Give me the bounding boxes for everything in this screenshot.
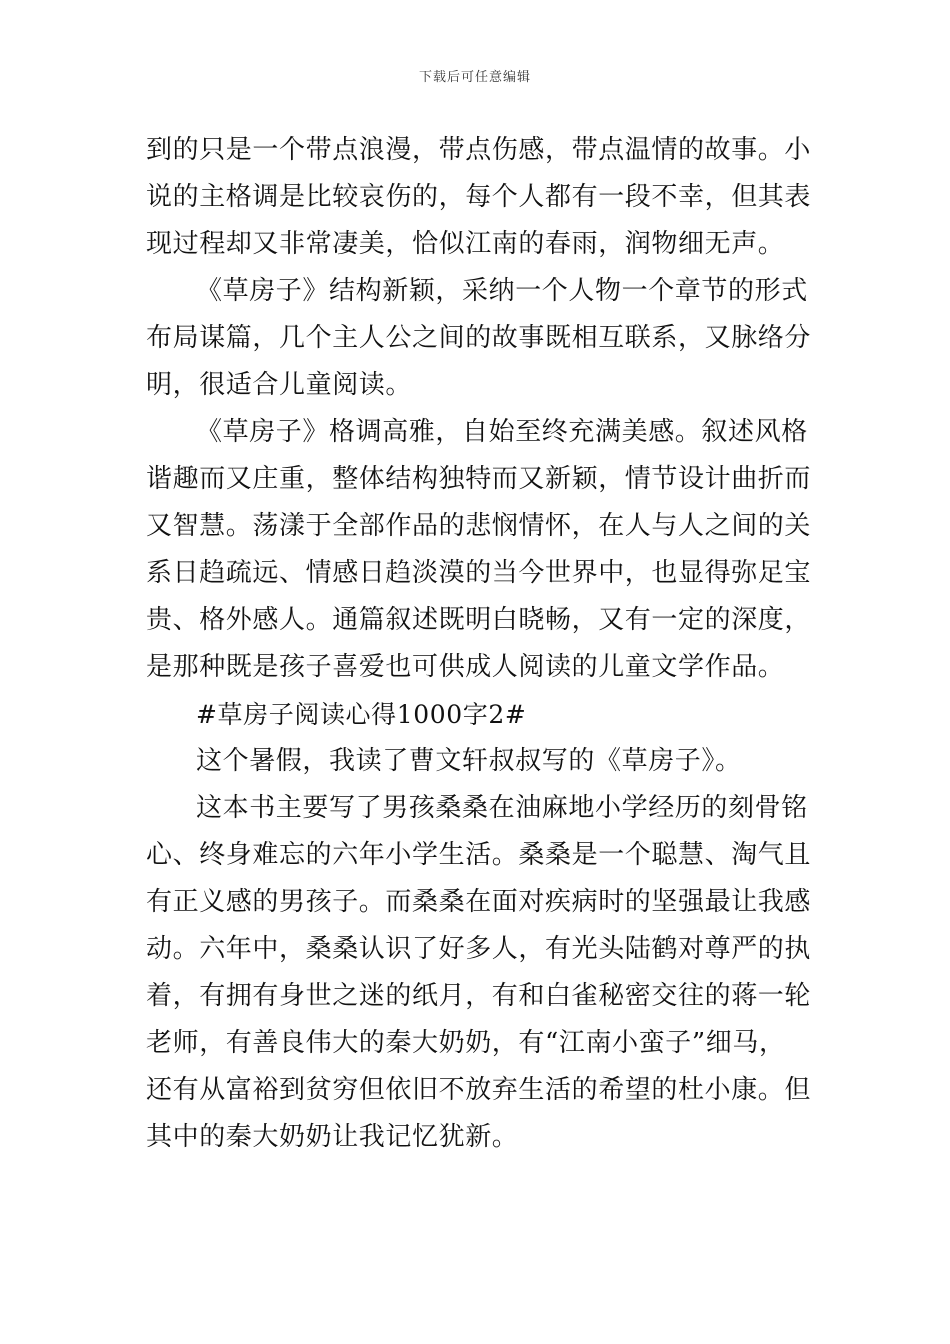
- text-line: 谐趣而又庄重，整体结构独特而又新颖，情节设计曲折而: [146, 464, 812, 494]
- text-line: 系日趋疏远、情感日趋淡漠的当今世界中，也显得弥足宝: [146, 558, 812, 588]
- text-line: 心、终身难忘的六年小学生活。桑桑是一个聪慧、淘气且: [146, 840, 812, 870]
- text-line: 现过程却又非常凄美，恰似江南的春雨，润物细无声。: [146, 229, 785, 259]
- section-heading: #草房子阅读心得1000字2#: [196, 700, 527, 729]
- document-body: [146, 127, 812, 1161]
- text-line: 《草房子》结构新颖，采纳一个人物一个章节的形式: [196, 276, 808, 306]
- text-line: 着，有拥有身世之迷的纸月，有和白雀秘密交往的蒋一轮: [146, 981, 812, 1011]
- text-line: 还有从富裕到贫穷但依旧不放弃生活的希望的杜小康。但: [146, 1075, 812, 1105]
- text-line: 有正义感的男孩子。而桑桑在面对疾病时的坚强最让我感: [146, 887, 812, 917]
- text-line: 是那种既是孩子喜爱也可供成人阅读的儿童文学作品。: [146, 652, 785, 682]
- text-line: 布局谋篇，几个主人公之间的故事既相互联系，又脉络分: [146, 323, 812, 353]
- text-line: 到的只是一个带点浪漫，带点伤感，带点温情的故事。小: [146, 135, 812, 165]
- text-line: 说的主格调是比较哀伤的，每个人都有一段不幸，但其表: [146, 182, 812, 212]
- text-line: 动。六年中，桑桑认识了好多人，有光头陆鹤对尊严的执: [146, 934, 812, 964]
- text-line: 《草房子》格调高雅，自始至终充满美感。叙述风格: [196, 417, 808, 447]
- text-line: 这本书主要写了男孩桑桑在油麻地小学经历的刻骨铭: [196, 793, 808, 823]
- text-line: 其中的秦大奶奶让我记忆犹新。: [146, 1122, 519, 1152]
- text-line: 老师，有善良伟大的秦大奶奶，有“江南小蛮子”细马，: [146, 1028, 786, 1058]
- text-line: 贵、格外感人。通篇叙述既明白晓畅，又有一定的深度，: [146, 605, 812, 635]
- text-line: 这个暑假，我读了曹文轩叔叔写的《草房子》。: [196, 746, 742, 776]
- text-line: 又智慧。荡漾于全部作品的悲悯情怀，在人与人之间的关: [146, 511, 812, 541]
- text-line: 明，很适合儿童阅读。: [146, 370, 413, 400]
- page-header-note: 下载后可任意编辑: [418, 70, 531, 85]
